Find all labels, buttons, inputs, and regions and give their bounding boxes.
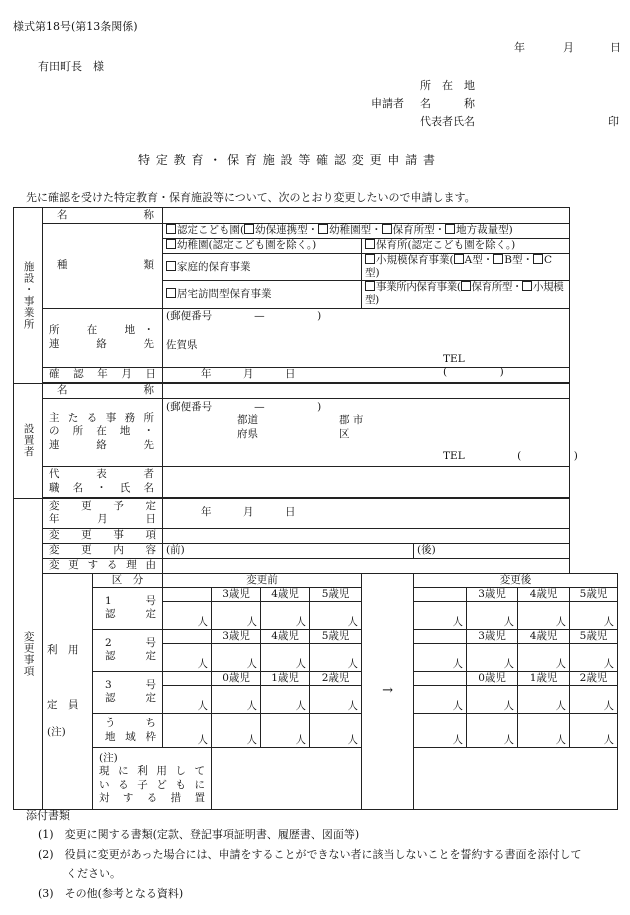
date-year: 年 xyxy=(514,41,525,54)
establisher-name-label: 名 称 xyxy=(43,383,163,398)
type-label: 地方裁量型) xyxy=(456,224,513,237)
attachment-item-3: (3) その他(参考となる資料) xyxy=(38,887,184,900)
type-yochien xyxy=(163,239,362,254)
unit: 人 xyxy=(452,657,464,670)
establisher-rep-field[interactable] xyxy=(163,466,570,497)
unit: 人 xyxy=(452,733,464,746)
unit: 人 xyxy=(603,657,614,670)
checkbox[interactable] xyxy=(244,224,254,234)
facility-name-field[interactable] xyxy=(163,208,570,224)
checkbox[interactable] xyxy=(365,239,375,249)
count-cell[interactable] xyxy=(570,601,618,629)
type-label: 家庭的保育事業 xyxy=(177,260,251,273)
type-label: A型・ xyxy=(464,254,494,266)
checkbox[interactable] xyxy=(166,261,176,271)
age-header: 0歳児 xyxy=(212,671,261,685)
count-cell[interactable] xyxy=(467,714,518,748)
change-reason-label: 変更する理由 xyxy=(43,558,163,573)
label-line: 認 定 xyxy=(105,692,157,705)
checkbox[interactable] xyxy=(445,224,455,234)
type-label: 認定こども園( xyxy=(177,224,245,237)
count-cell[interactable] xyxy=(310,601,362,629)
type-katei xyxy=(163,254,362,281)
unit: 人 xyxy=(503,699,515,712)
label-line: 利 用 xyxy=(47,643,79,656)
postal-code: (郵便番号 — ) xyxy=(166,400,322,413)
unit: 人 xyxy=(246,733,258,746)
empty-cell xyxy=(163,671,212,685)
after-header: 変更後 xyxy=(414,573,618,587)
count-cell[interactable] xyxy=(570,714,618,748)
page-title: 特 定 教 育 ・ 保 育 施 設 等 確 認 変 更 申 請 書 xyxy=(138,153,437,167)
todo-label: 都道 xyxy=(237,413,259,426)
date-month: 月 xyxy=(563,41,574,54)
count-cell[interactable] xyxy=(518,601,570,629)
count-cell[interactable] xyxy=(261,643,310,671)
label-line: 認 定 xyxy=(105,608,157,621)
checkbox[interactable] xyxy=(493,254,503,264)
checkbox[interactable] xyxy=(533,254,543,264)
count-cell[interactable] xyxy=(518,714,570,748)
label-line: 年 月 日 xyxy=(49,513,157,525)
checkbox[interactable] xyxy=(454,254,464,264)
count-cell[interactable] xyxy=(414,714,467,748)
age-header: 3歳児 xyxy=(467,629,518,643)
unit: 人 xyxy=(555,733,567,746)
confirm-date-label: 確認年月日 xyxy=(43,367,163,382)
label-line: 定 員 xyxy=(47,698,79,711)
unit: 人 xyxy=(452,615,464,628)
checkbox[interactable] xyxy=(365,281,375,291)
count-cell[interactable] xyxy=(467,601,518,629)
type-nintei-row xyxy=(163,224,570,239)
type-label: 保育所型・ xyxy=(471,281,523,294)
age-header: 4歳児 xyxy=(518,587,570,601)
division-header: 区 分 xyxy=(93,573,163,587)
count-cell[interactable] xyxy=(518,686,570,714)
unit: 人 xyxy=(197,733,209,746)
empty-cell xyxy=(163,629,212,643)
count-cell[interactable] xyxy=(212,601,261,629)
unit: 人 xyxy=(555,657,567,670)
type-hoikusho xyxy=(362,239,570,254)
checkbox[interactable] xyxy=(166,288,176,298)
before-mark: (前) xyxy=(166,543,185,556)
measures-field[interactable] xyxy=(212,748,618,810)
prefecture: 佐賀県 xyxy=(166,338,198,351)
after-mark: (後) xyxy=(417,543,436,556)
date-text: 年 月 日 xyxy=(201,367,296,380)
count-cell[interactable] xyxy=(163,714,212,748)
unit: 人 xyxy=(452,699,464,712)
label-line: う ち xyxy=(105,717,157,730)
establisher-name-field[interactable] xyxy=(163,383,570,398)
label-line: 地域枠 xyxy=(105,730,157,743)
change-section-label: 変更事項 xyxy=(14,498,43,810)
checkbox[interactable] xyxy=(382,224,392,234)
label-line: 連 絡 先 xyxy=(49,337,155,350)
type-label: B型・ xyxy=(504,254,533,266)
count-cell[interactable] xyxy=(414,601,467,629)
unit: 人 xyxy=(603,615,614,628)
measures-label xyxy=(93,748,212,810)
attachment-item-2-cont: ください。 xyxy=(66,867,121,880)
type-label: C型) xyxy=(365,254,552,280)
address-label: 所 在 地 xyxy=(420,79,475,92)
establisher-office-label xyxy=(43,398,163,466)
checkbox[interactable] xyxy=(318,224,328,234)
label-line: 連 絡 先 xyxy=(49,438,155,451)
change-reason-field[interactable] xyxy=(163,558,570,573)
unit: 人 xyxy=(347,657,359,670)
count-cell[interactable] xyxy=(467,643,518,671)
age-header: 5歳児 xyxy=(310,629,362,643)
count-cell[interactable] xyxy=(212,686,261,714)
row-label-2 xyxy=(93,629,163,671)
facility-type-label: 種 類 xyxy=(43,224,163,309)
label-line: 所 在 地・ xyxy=(49,324,155,337)
unit: 人 xyxy=(555,615,567,628)
checkbox[interactable] xyxy=(365,254,375,264)
count-cell[interactable] xyxy=(310,643,362,671)
row-label-1 xyxy=(93,587,163,629)
tel: TEL ( ) xyxy=(443,449,578,462)
label-line: 3 号 xyxy=(105,679,157,692)
unit: 人 xyxy=(246,615,258,628)
count-cell[interactable] xyxy=(261,601,310,629)
ku-label: 区 xyxy=(339,427,350,440)
gunshi-label: 郡 市 xyxy=(339,413,364,426)
age-header: 1歳児 xyxy=(518,671,570,685)
label-line: (注) xyxy=(47,725,66,738)
postal-code: (郵便番号 — ) xyxy=(166,309,322,322)
empty-cell xyxy=(414,587,467,601)
count-cell[interactable] xyxy=(261,686,310,714)
age-header: 5歳児 xyxy=(310,587,362,601)
age-header: 5歳児 xyxy=(570,629,618,643)
age-header: 4歳児 xyxy=(261,587,310,601)
unit: 人 xyxy=(503,657,515,670)
unit: 人 xyxy=(197,657,209,670)
count-cell[interactable] xyxy=(163,686,212,714)
establisher-address-field[interactable] xyxy=(163,398,578,466)
fuken-label: 府県 xyxy=(237,427,259,440)
attachment-item-1: (1) 変更に関する書類(定款、登記事項証明書、履歴書、図面等) xyxy=(38,828,360,841)
type-label: 小規模型) xyxy=(365,281,564,307)
unit: 人 xyxy=(503,733,515,746)
unit: 人 xyxy=(246,699,258,712)
count-cell[interactable] xyxy=(310,686,362,714)
type-label: 事業所内保育事業( xyxy=(376,281,461,294)
age-header: 2歳児 xyxy=(570,671,618,685)
count-cell[interactable] xyxy=(570,643,618,671)
count-cell[interactable] xyxy=(467,686,518,714)
change-date-field[interactable] xyxy=(163,498,570,528)
checkbox[interactable] xyxy=(166,239,176,249)
age-header: 3歳児 xyxy=(467,587,518,601)
type-label: 居宅訪問型保育事業 xyxy=(177,287,272,300)
attachment-item-2: (2) 役員に変更があった場合には、申請をすることができない者に該当しないことを誓約する書面を添付して xyxy=(38,848,582,861)
change-matter-label: 変更事項 xyxy=(43,528,163,543)
empty-cell xyxy=(414,671,467,685)
count-cell[interactable] xyxy=(212,714,261,748)
facility-section-label: 施設・事業所 xyxy=(14,208,43,384)
empty-cell xyxy=(414,629,467,643)
unit: 人 xyxy=(555,699,567,712)
unit: 人 xyxy=(603,733,614,746)
type-label: 小規模保育事業( xyxy=(376,254,454,266)
label-line: 2 号 xyxy=(105,637,157,650)
arrow: → xyxy=(362,573,414,810)
type-kyotaku xyxy=(163,281,362,308)
capacity-label xyxy=(43,573,93,810)
count-cell[interactable] xyxy=(163,601,212,629)
label-line: 現に利用して xyxy=(99,765,206,778)
unit: 人 xyxy=(295,615,307,628)
count-cell[interactable] xyxy=(518,643,570,671)
unit: 人 xyxy=(295,733,307,746)
age-header: 3歳児 xyxy=(212,629,261,643)
unit: 人 xyxy=(603,699,614,712)
intro-text: 先に確認を受けた特定教育・保育施設等について、次のとおり変更したいので申請します。 xyxy=(26,191,476,204)
type-shokibo xyxy=(362,254,570,281)
name-label: 名 称 xyxy=(420,97,475,110)
before-header: 変更前 xyxy=(163,573,362,587)
age-header: 0歳児 xyxy=(467,671,518,685)
row-label-3 xyxy=(93,671,163,713)
label-line: 1 号 xyxy=(105,595,157,608)
label-line: 変更予定 xyxy=(49,499,157,512)
unit: 人 xyxy=(295,657,307,670)
attachments-heading: 添付書類 xyxy=(26,809,70,822)
age-header: 1歳児 xyxy=(261,671,310,685)
unit: 人 xyxy=(197,699,209,712)
establisher-section-label: 設置者 xyxy=(14,383,43,498)
applicant-label: 申請者 xyxy=(371,97,404,110)
count-cell[interactable] xyxy=(163,643,212,671)
date-day: 日 xyxy=(610,41,621,54)
unit: 人 xyxy=(347,699,359,712)
unit: 人 xyxy=(295,699,307,712)
type-label: 幼稚園型・ xyxy=(329,224,382,237)
label-line: の所在地・ xyxy=(49,425,155,438)
age-header: 2歳児 xyxy=(310,671,362,685)
seal-mark: 印 xyxy=(608,115,619,128)
age-header: 3歳児 xyxy=(212,587,261,601)
type-label: 幼保連携型・ xyxy=(255,224,319,237)
change-content-before[interactable] xyxy=(163,543,414,558)
unit: 人 xyxy=(246,657,258,670)
count-cell[interactable] xyxy=(414,686,467,714)
rep-label: 代表者氏名 xyxy=(420,115,475,128)
facility-name-label: 名 称 xyxy=(43,208,163,224)
change-content-label: 変更内容 xyxy=(43,543,163,558)
count-cell[interactable] xyxy=(414,643,467,671)
label-line: 主たる事務所 xyxy=(49,412,155,425)
count-cell[interactable] xyxy=(212,643,261,671)
row-label-4 xyxy=(93,714,163,748)
tel: TEL ( ) xyxy=(443,352,518,378)
unit: 人 xyxy=(503,615,515,628)
application-form xyxy=(13,207,618,810)
type-label: 保育所(認定こども園を除く。) xyxy=(376,239,516,252)
empty-cell xyxy=(163,587,212,601)
checkbox[interactable] xyxy=(522,281,532,291)
unit: 人 xyxy=(347,615,359,628)
checkbox[interactable] xyxy=(166,224,176,234)
label-line: 代 表 者 xyxy=(49,468,155,481)
count-cell[interactable] xyxy=(570,686,618,714)
count-cell[interactable] xyxy=(261,714,310,748)
change-date-label xyxy=(43,498,163,528)
type-label: 幼稚園(認定こども園を除く。) xyxy=(177,239,317,252)
unit: 人 xyxy=(347,733,359,746)
label-line: 認 定 xyxy=(105,650,157,663)
facility-address-label xyxy=(43,308,163,367)
age-header: 4歳児 xyxy=(518,629,570,643)
date-text: 年 月 日 xyxy=(201,506,296,519)
type-label: 保育所型・ xyxy=(392,224,446,237)
change-matter-field[interactable] xyxy=(163,528,570,543)
unit: 人 xyxy=(197,615,209,628)
count-cell[interactable] xyxy=(310,714,362,748)
age-header: 5歳児 xyxy=(570,587,618,601)
type-jigyosho xyxy=(362,281,570,308)
change-content-after[interactable] xyxy=(414,543,570,558)
addressee: 有田町長 様 xyxy=(38,60,104,73)
label-line: (注) xyxy=(99,752,118,765)
establisher-rep-label xyxy=(43,466,163,497)
age-header: 4歳児 xyxy=(261,629,310,643)
label-line: 対する措置 xyxy=(99,791,206,804)
checkbox[interactable] xyxy=(461,281,471,291)
label-line: いる子どもに xyxy=(99,778,206,791)
form-number: 様式第18号(第13条関係) xyxy=(13,20,138,33)
label-line: 職名・氏名 xyxy=(49,481,155,494)
